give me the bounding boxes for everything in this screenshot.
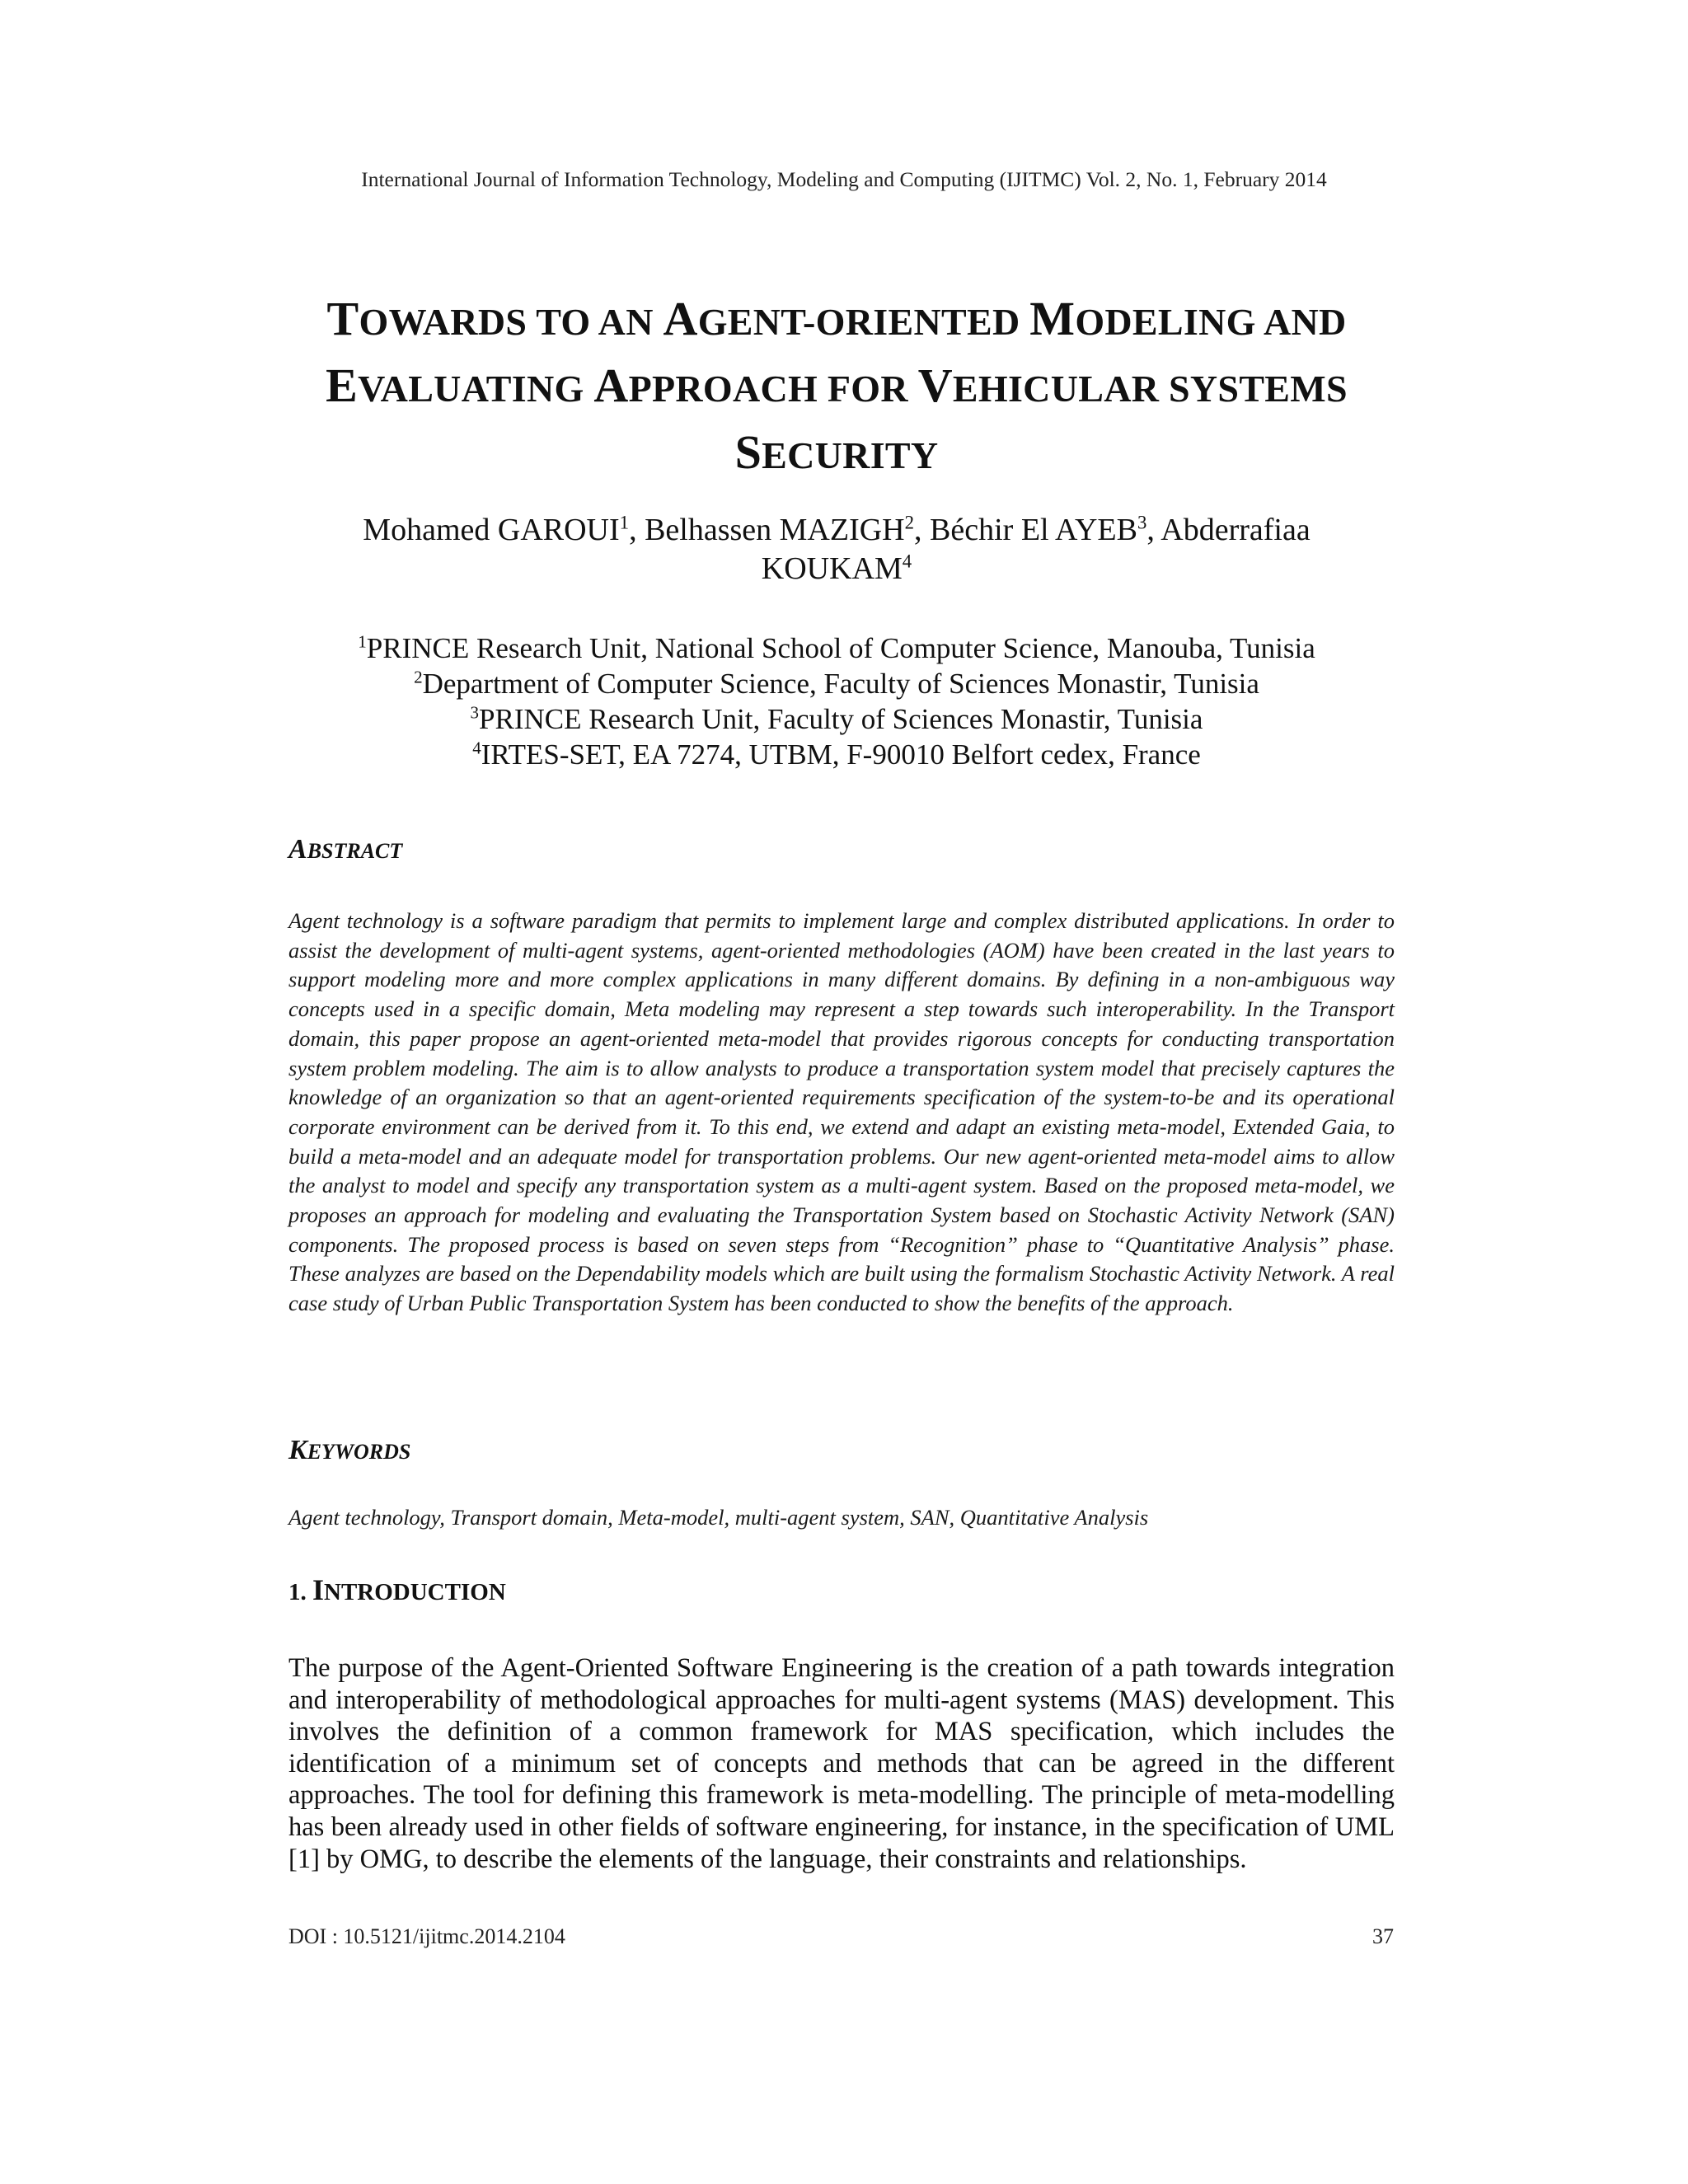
title-word-cap: V [917,359,953,412]
author-name: , Abderrafiaa [1146,513,1311,547]
title-word-cap: S [734,425,762,479]
affiliation [247,630,1426,666]
title-word-cap: T [326,292,359,345]
title-word-cap: A [593,359,629,412]
doi: DOI : 10.5121/ijitmc.2014.2104 [288,1924,565,1948]
page-number: 37 [1372,1924,1394,1948]
heading-rest: EYWORDS [307,1440,411,1464]
title-word-rest: PPROACH FOR [628,368,918,410]
title-word-rest: GENT-ORIENTED [697,301,1030,343]
author-name: , Béchir El AYEB [914,513,1137,547]
affiliation [247,666,1426,701]
affiliation-text: IRTES-SET, EA 7274, UTBM, F-90010 Belfort cedex, France [481,738,1201,771]
abstract-heading [288,834,402,865]
affiliation-mark: 2 [414,667,423,687]
introduction-heading [288,1572,506,1607]
title-word-cap: A [663,292,698,345]
abstract-body: Agent technology is a software paradigm that permits to implement large and complex distributed applications. In order to assist the development of multi-agent systems, agent-oriented methodologies (AOM) have been created in the last years to support modeling more and more complex applications in many different domains. By defining in a non-ambiguous way concepts used in a specific domain, Meta modeling may represent a step towards such interoperability. In the Transport domain, this paper propose an agent-oriented meta-model that provides rigorous concepts for conducting transportation system problem modeling. The aim is to allow analysts to produce a transportation system model that precisely captures the knowledge of an organization so that an agent-oriented requirements specification of the system-to-be and its operational corporate environment can be derived from it. To this end, we extend and adapt an existing meta-model, Extended Gaia, to build a meta-model and an adequate model for transportation problems. Our new agent-oriented meta-model aims to allow the analyst to model and specify any transportation system as a multi-agent system. Based on the proposed meta-model, we proposes an approach for modeling and evaluating the Transportation System based on Stochastic Activity Network (SAN) components. The proposed process is based on seven steps from “Recognition” phase to “Quantitative Analysis” phase. These analyzes are based on the Dependability models which are built using the formalism Stochastic Activity Network. A real case study of Urban Public Transportation System has been conducted to show the benefits of the approach. [288,908,1395,1316]
affiliation [247,701,1426,737]
title-word-rest: EHICULAR SYSTEMS [952,368,1348,410]
heading-rest: NTRODUCTION [324,1579,506,1605]
heading-cap: I [312,1573,325,1606]
title-word-cap: M [1029,292,1076,345]
title-word-cap: E [326,359,359,412]
author-affiliation-mark: 1 [619,512,630,533]
title-word-rest: ECURITY [762,434,939,476]
author-affiliation-mark: 3 [1137,512,1147,533]
affiliation [247,737,1426,772]
author-name: KOUKAM [761,551,903,586]
keywords-body: Agent technology, Transport domain, Meta-model, multi-agent system, SAN, Quantitative Analysis [288,1505,1149,1530]
introduction-body: The purpose of the Agent-Oriented Software Engineering is the creation of a path towards integration and interoperability of methodological approaches for multi-agent systems (MAS) development. This involves the definition of a common framework for MAS specification, which includes the identification of a minimum set of concepts and methods that can be agreed in the different approaches. The tool for defining this framework is meta-modelling. The principle of meta-modelling has been already used in other fields of software engineering, for instance, in the specification of UML [1] by OMG, to describe the elements of the language, their constraints and relationships. [288,1653,1395,1874]
paper-title [247,287,1426,487]
author-name: Mohamed GAROUI [363,513,620,547]
author-line-1 [247,511,1426,550]
title-word-rest: VALUATING [358,368,594,410]
affiliation-list [247,630,1426,772]
author-line-2 [247,550,1426,588]
affiliation-text: PRINCE Research Unit, Faculty of Sciences Monastir, Tunisia [479,703,1203,735]
affiliation-text: Department of Computer Science, Faculty of Sciences Monastir, Tunisia [422,668,1259,700]
author-list [247,511,1426,588]
section-number: 1. [288,1579,312,1605]
author-affiliation-mark: 4 [902,551,912,572]
title-word-rest: ODELING AND [1075,301,1347,343]
title-line-2 [247,354,1426,420]
title-line-1 [247,287,1426,354]
affiliation-text: PRINCE Research Unit, National School of Computer Science, Manouba, Tunisia [366,632,1315,664]
heading-rest: BSTRACT [307,839,403,863]
affiliation-mark: 4 [472,738,481,758]
heading-cap: K [288,1435,307,1465]
title-word-rest: OWARDS TO AN [359,301,663,343]
affiliation-mark: 1 [358,631,367,652]
keywords-heading [288,1435,410,1466]
heading-cap: A [288,834,307,865]
running-head: International Journal of Information Technology, Modeling and Computing (IJITMC) Vol. 2, No. 1, February 2014 [361,167,1327,191]
author-name: , Belhassen MAZIGH [629,513,905,547]
title-line-3 [247,420,1426,487]
affiliation-mark: 3 [470,702,480,723]
author-affiliation-mark: 2 [904,512,915,533]
